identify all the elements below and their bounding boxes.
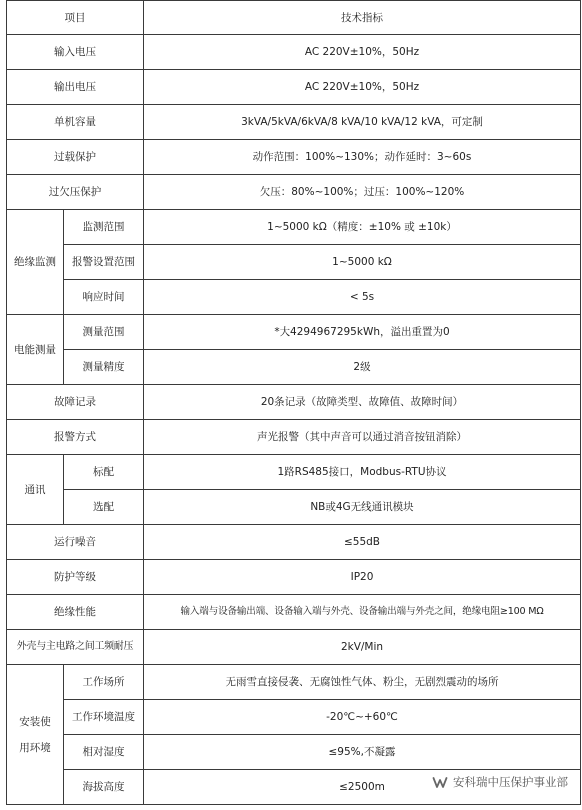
row-value: 动作范围：100%~130%；动作延时：3~60s [144, 140, 581, 175]
group-label [7, 665, 64, 805]
row-label: 运行噪音 [7, 525, 144, 560]
row-value: 1~5000 kΩ（精度：±10% 或 ±10k） [144, 210, 581, 245]
row-label: 过载保护 [7, 140, 144, 175]
spec-table [6, 0, 581, 805]
sub-label: 海拔高度 [64, 770, 144, 805]
row-value: *大4294967295kWh，溢出重置为0 [144, 315, 581, 350]
table-row [7, 560, 581, 595]
sub-label: 选配 [64, 490, 144, 525]
row-label: 过欠压保护 [7, 175, 144, 210]
group-label-line: 用环境 [19, 741, 51, 754]
row-value: 声光报警（其中声音可以通过消音按钮消除） [144, 420, 581, 455]
table-header-row [7, 1, 581, 35]
sub-label: 工作环境温度 [64, 700, 144, 735]
row-value: AC 220V±10%，50Hz [144, 35, 581, 70]
row-label: 输入电压 [7, 35, 144, 70]
row-value: ≤2500m [144, 770, 581, 805]
row-label: 绝缘性能 [7, 595, 144, 630]
row-value: 1路RS485接口，Modbus-RTU协议 [144, 455, 581, 490]
table-row [7, 140, 581, 175]
row-value: 无雨雪直接侵袭、无腐蚀性气体、粉尘，无剧烈震动的场所 [144, 665, 581, 700]
table-row [7, 35, 581, 70]
row-value: IP20 [144, 560, 581, 595]
table-row [7, 630, 581, 665]
table-row [7, 525, 581, 560]
sub-label: 测量范围 [64, 315, 144, 350]
row-value: AC 220V±10%，50Hz [144, 70, 581, 105]
row-value: 输入端与设备输出端、设备输入端与外壳、设备输出端与外壳之间，绝缘电阻≥100 MΩ [144, 595, 581, 630]
row-value: ≤55dB [144, 525, 581, 560]
row-value: NB或4G无线通讯模块 [144, 490, 581, 525]
sub-label: 监测范围 [64, 210, 144, 245]
row-label: 故障记录 [7, 385, 144, 420]
row-value: 1~5000 kΩ [144, 245, 581, 280]
wechat-channel-icon [432, 774, 448, 790]
sub-label: 响应时间 [64, 280, 144, 315]
table-row [7, 210, 581, 245]
table-row [7, 245, 581, 280]
row-value: 20条记录（故障类型、故障值、故障时间） [144, 385, 581, 420]
table-row [7, 455, 581, 490]
table-row [7, 665, 581, 700]
row-value: -20℃~+60℃ [144, 700, 581, 735]
row-label: 防护等级 [7, 560, 144, 595]
row-value: ≤95%,不凝露 [144, 735, 581, 770]
row-label: 输出电压 [7, 70, 144, 105]
row-value: 3kVA/5kVA/6kVA/8 kVA/10 kVA/12 kVA，可定制 [144, 105, 581, 140]
sub-label: 工作场所 [64, 665, 144, 700]
sub-label: 相对湿度 [64, 735, 144, 770]
watermark-text: 安科瑞中压保护事业部 [453, 775, 568, 789]
row-label: 外壳与主电路之间工频耐压 [7, 630, 144, 665]
table-row [7, 70, 581, 105]
row-value: < 5s [144, 280, 581, 315]
table-row [7, 595, 581, 630]
watermark [432, 774, 568, 790]
header-spec: 技术指标 [144, 1, 581, 35]
row-value: 2kV/Min [144, 630, 581, 665]
table-row [7, 735, 581, 770]
table-row [7, 175, 581, 210]
sub-label: 测量精度 [64, 350, 144, 385]
row-label: 报警方式 [7, 420, 144, 455]
row-label: 单机容量 [7, 105, 144, 140]
table-row [7, 700, 581, 735]
group-label: 电能测量 [7, 315, 64, 385]
header-item: 项目 [7, 1, 144, 35]
table-row [7, 105, 581, 140]
group-label: 绝缘监测 [7, 210, 64, 315]
row-value: 2级 [144, 350, 581, 385]
table-row [7, 490, 581, 525]
group-label-line: 安装使 [19, 715, 51, 728]
table-row [7, 385, 581, 420]
group-label: 通讯 [7, 455, 64, 525]
table-row [7, 350, 581, 385]
table-row [7, 315, 581, 350]
sub-label: 标配 [64, 455, 144, 490]
row-value: 欠压：80%~100%；过压：100%~120% [144, 175, 581, 210]
table-row [7, 420, 581, 455]
table-row [7, 280, 581, 315]
sub-label: 报警设置范围 [64, 245, 144, 280]
